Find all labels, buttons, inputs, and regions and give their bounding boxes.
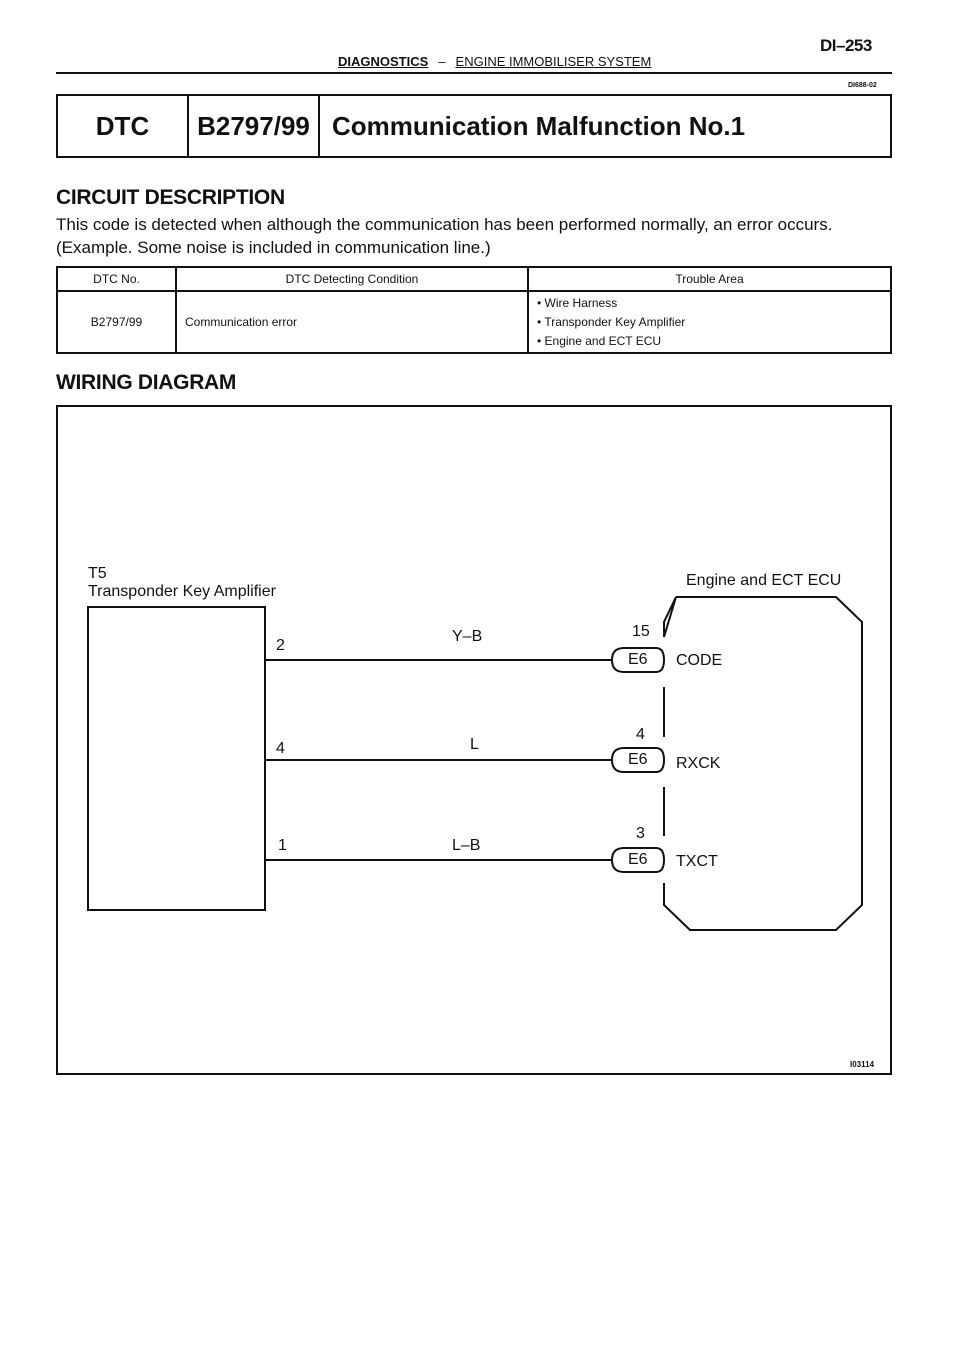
amp-pin-label: 1 xyxy=(278,837,287,854)
list-item: • Engine and ECT ECU xyxy=(537,333,662,348)
amp-pin-label: 2 xyxy=(276,637,285,654)
column-header-dtc-no: DTC No. xyxy=(57,267,176,291)
ecu-name: Engine and ECT ECU xyxy=(686,572,842,589)
dtc-name: Communication Malfunction No.1 xyxy=(332,110,746,141)
ecu-pin-label: 4 xyxy=(636,726,645,743)
connector-label: E6 xyxy=(628,751,648,768)
signal-label: RXCK xyxy=(676,755,721,772)
list-item: • Transponder Key Amplifier xyxy=(537,314,686,329)
page-number: DI–253 xyxy=(820,36,872,55)
wiring-diagram-heading: WIRING DIAGRAM xyxy=(56,371,237,394)
figure-id: I03114 xyxy=(850,1060,875,1069)
circuit-description-heading: CIRCUIT DESCRIPTION xyxy=(56,186,285,209)
signal-label: TXCT xyxy=(676,853,718,870)
signal-label: CODE xyxy=(676,652,723,669)
amplifier-box xyxy=(88,607,265,910)
cell-detecting-condition: Communication error xyxy=(176,291,528,353)
ecu-pin-label: 15 xyxy=(632,623,650,640)
amp-pin-label: 4 xyxy=(276,740,285,757)
document-code: DI688-02 xyxy=(848,82,877,89)
list-item: • Wire Harness xyxy=(537,295,618,310)
connector-label: E6 xyxy=(628,851,648,868)
amplifier-code: T5 xyxy=(88,565,107,582)
wire-color-label: L xyxy=(470,736,479,753)
cell-dtc-no: B2797/99 xyxy=(57,291,176,353)
amplifier-name: Transponder Key Amplifier xyxy=(88,583,276,600)
wire-color-label: L–B xyxy=(452,837,481,854)
ecu-pin-label: 3 xyxy=(636,825,645,842)
subsection-title: ENGINE IMMOBILISER SYSTEM xyxy=(455,54,652,69)
dtc-code: B2797/99 xyxy=(189,96,320,156)
column-header-trouble-area: Trouble Area xyxy=(528,267,891,291)
dtc-label: DTC xyxy=(58,96,189,156)
connector-label: E6 xyxy=(628,651,648,668)
circuit-description-line-1: This code is detected when although the communication has been performed normally, an error occurs. xyxy=(56,215,833,234)
column-header-detecting-condition: DTC Detecting Condition xyxy=(176,267,528,291)
circuit-description-line-2: (Example. Some noise is included in communication line.) xyxy=(56,238,491,257)
header-separator: – xyxy=(438,54,446,69)
section-title: DIAGNOSTICS xyxy=(338,54,429,69)
wire-color-label: Y–B xyxy=(452,628,483,645)
